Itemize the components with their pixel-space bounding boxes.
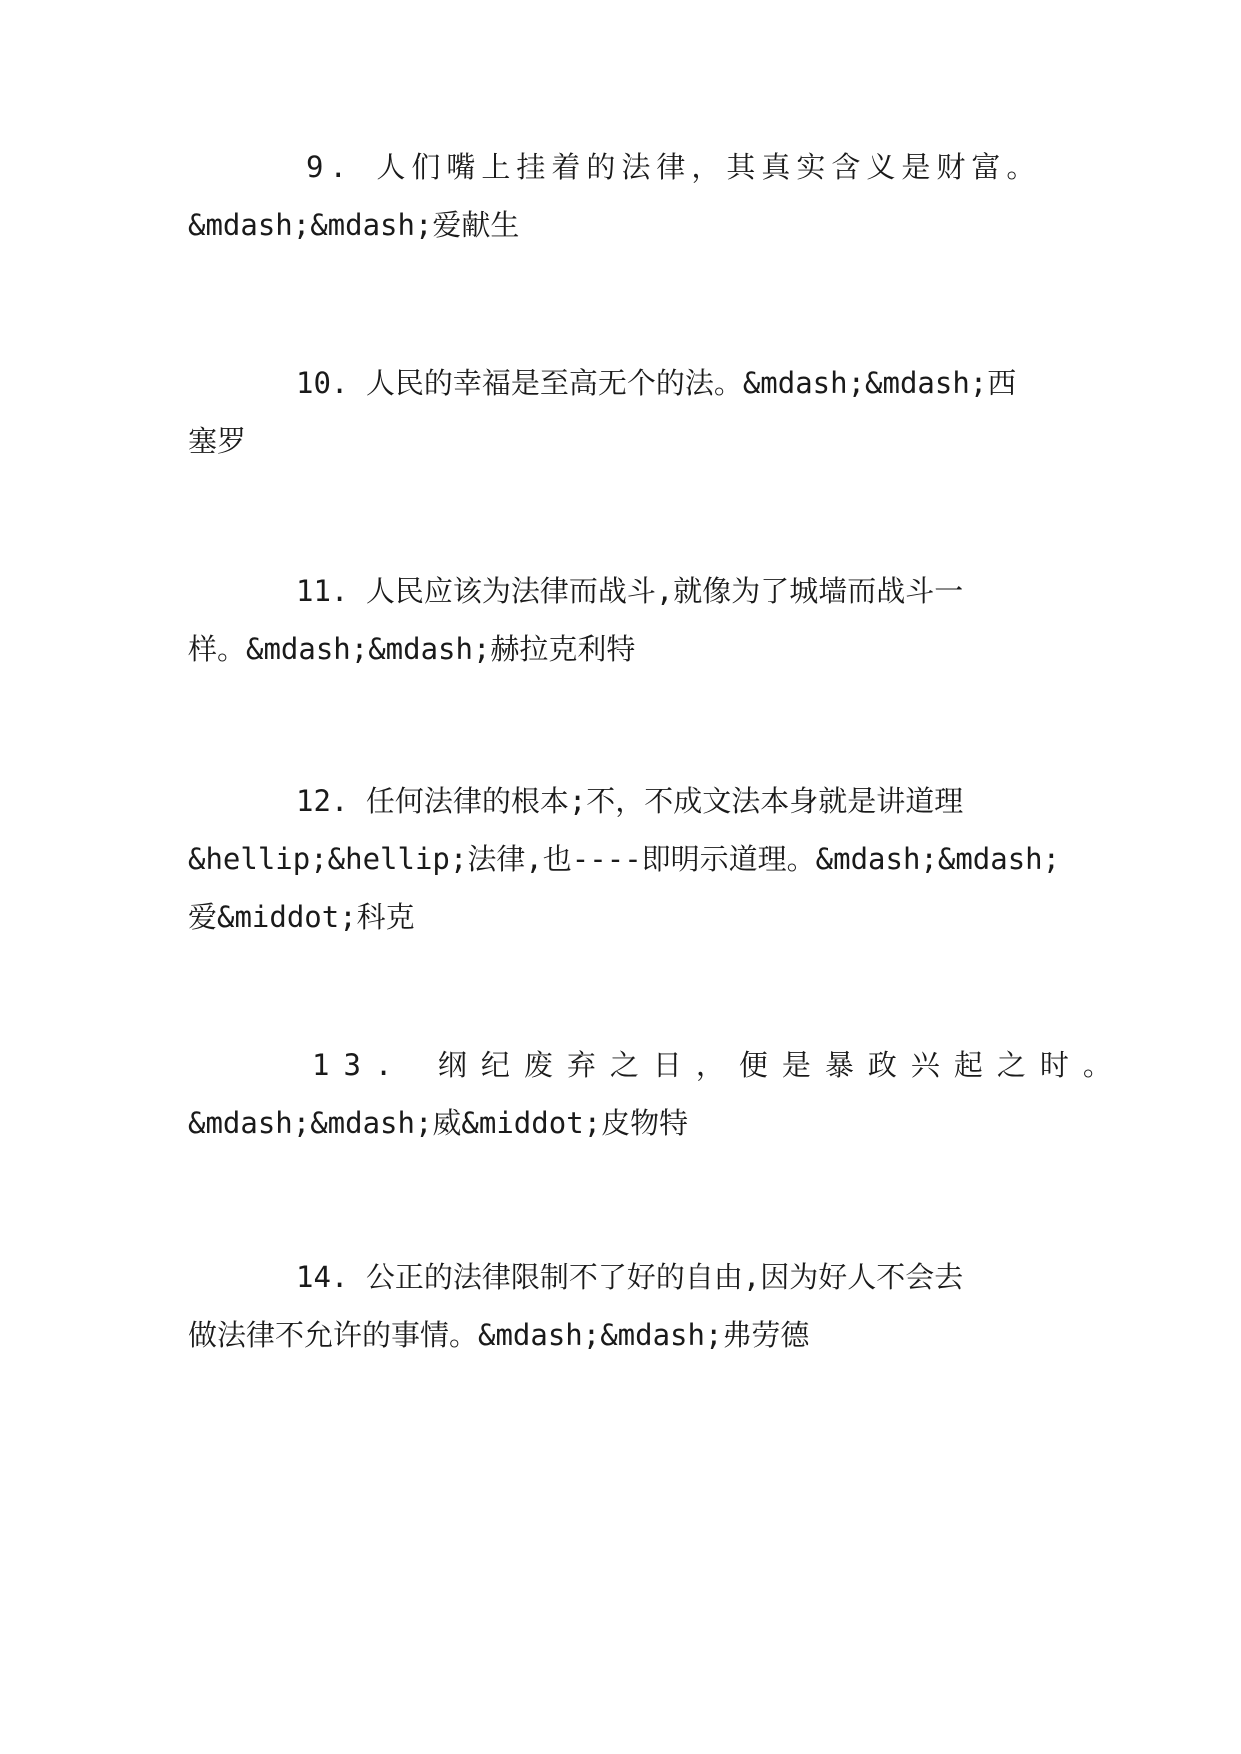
quote-13-line-1: 13. 纲纪废弃之日，便是暴政兴起之时。 [312,1048,1126,1082]
quote-10-line-2: 塞罗 [188,424,247,458]
quote-12-line-2: &hellip;&hellip;法律,也----即明示道理。&mdash;&mdash; [188,842,1061,876]
quote-9 [188,138,1050,254]
quote-12-line-3: 爱&middot;科克 [188,900,415,934]
quote-9-line-1: 9. 人们嘴上挂着的法律，其真实含义是财富。 [306,150,1042,184]
quote-14-line-2: 做法律不允许的事情。&mdash;&mdash;弗劳德 [188,1318,810,1352]
quote-9-line-2: &mdash;&mdash;爱献生 [188,208,520,242]
quote-14-line-1: 14. 公正的法律限制不了好的自由,因为好人不会去 [296,1260,964,1294]
quote-12-line-1: 12. 任何法律的根本;不，不成文法本身就是讲道理 [296,784,964,818]
quote-14 [188,1248,1050,1364]
quote-13-line-2: &mdash;&mdash;威&middot;皮物特 [188,1106,689,1140]
quote-11-line-1: 11. 人民应该为法律而战斗,就像为了城墙而战斗一 [296,574,964,608]
quote-10-line-1: 10. 人民的幸福是至高无个的法。&mdash;&mdash;西 [296,366,1017,400]
quote-13 [188,1036,1126,1152]
quote-12 [188,772,1061,946]
quote-10 [188,354,1050,470]
quote-11 [188,562,1050,678]
quote-11-line-2: 样。&mdash;&mdash;赫拉克利特 [188,632,636,666]
